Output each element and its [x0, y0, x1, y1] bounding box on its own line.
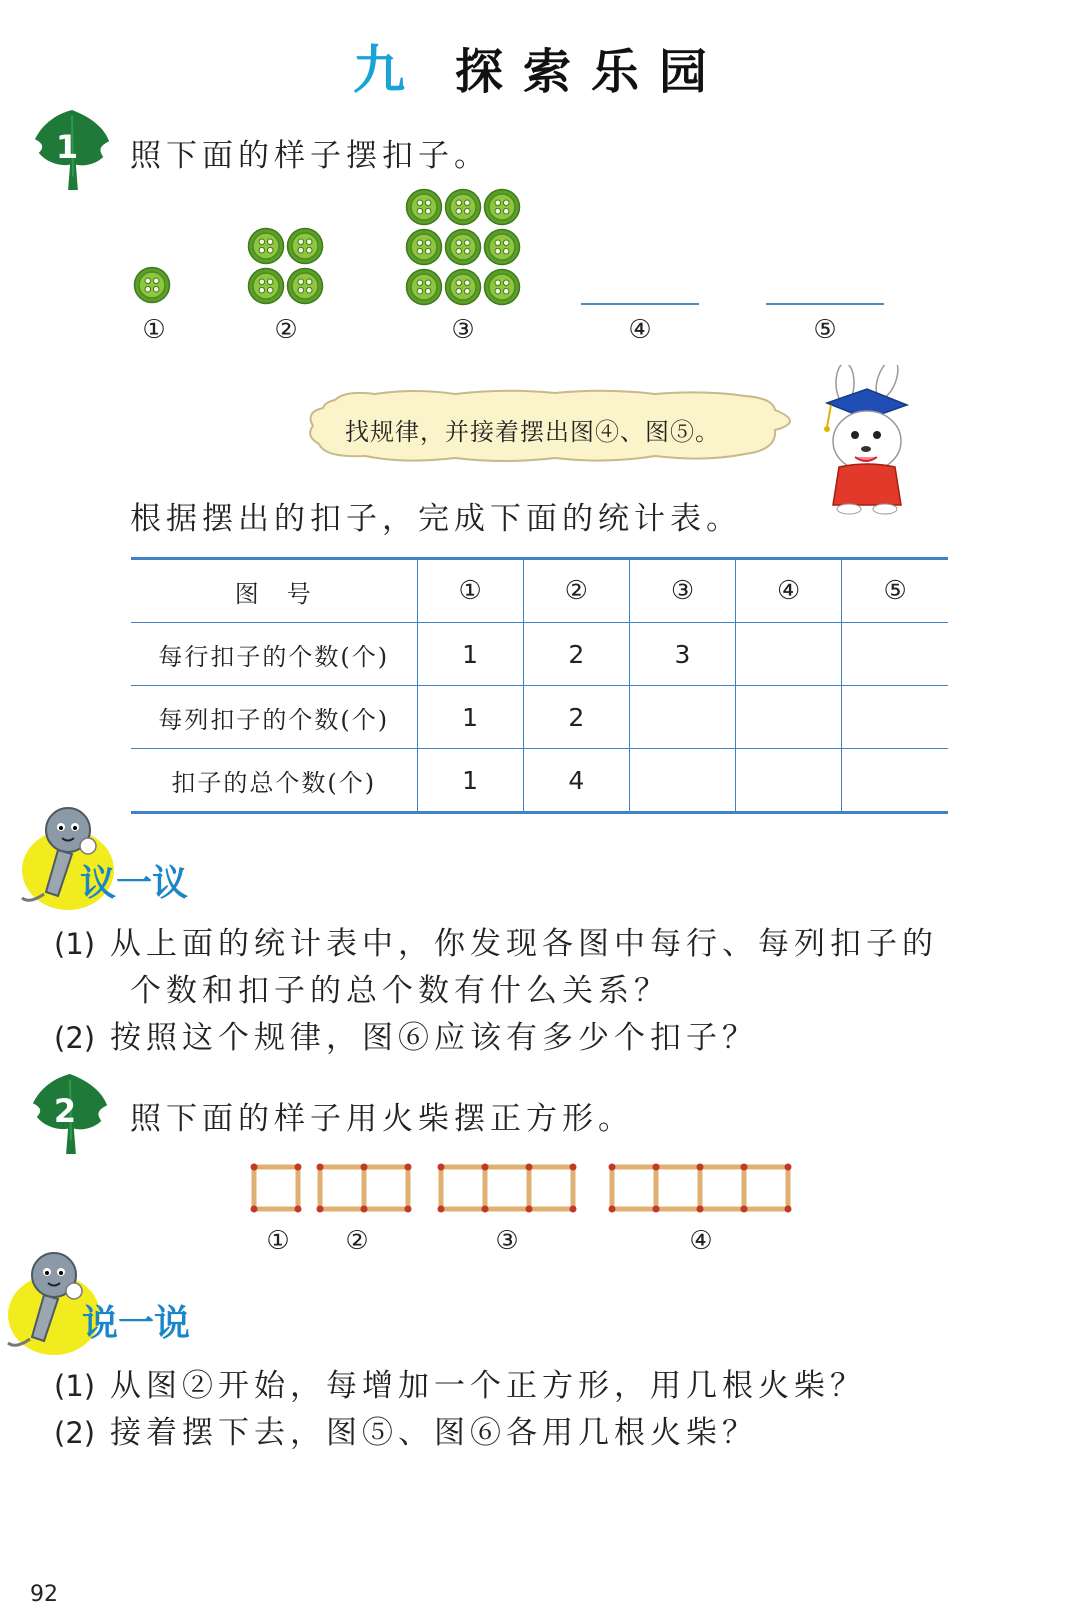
task-2-number: 2: [53, 1092, 77, 1130]
table-cell-blank: [736, 623, 842, 686]
task-1-instruction: 照下面的样子摆扣子。: [130, 138, 490, 174]
button-icon: [485, 190, 520, 225]
button-icon: [485, 270, 520, 305]
figure-label: ⑤: [813, 315, 837, 345]
match-figure-label: ①: [266, 1226, 290, 1256]
speech-bubble-text: 找规律，并接着摆出图④、图⑤。: [345, 418, 720, 446]
table-row: [131, 686, 948, 749]
button-icon: [288, 229, 323, 264]
chapter-title: [0, 28, 1080, 103]
question-text: 按照这个规律，图⑥应该有多少个扣子？: [109, 1020, 758, 1056]
table-cell-blank: [842, 686, 948, 749]
matchstick-figures: [240, 1150, 810, 1220]
table-intro: 根据摆出的扣子，完成下面的统计表。: [130, 501, 742, 537]
table-header-row: [131, 559, 948, 623]
figure-label: ④: [628, 315, 652, 345]
table-row: [131, 749, 948, 813]
figure-label: ③: [451, 315, 475, 345]
table-cell: 1: [417, 686, 523, 749]
discuss-heading: 说一说: [82, 1303, 191, 1344]
table-header-cell: ③: [629, 559, 735, 623]
table-header-cell: 图 号: [131, 559, 417, 623]
question-number: (2): [54, 1416, 96, 1450]
question-text: 接着摆下去，图⑤、图⑥各用几根火柴？: [109, 1415, 758, 1451]
question-number: (1): [54, 1369, 96, 1403]
discuss-heading: 议一议: [80, 863, 189, 904]
page-number: 92: [30, 1582, 58, 1607]
table-cell: 1: [417, 749, 523, 813]
table-cell: 2: [523, 686, 629, 749]
table-header-cell: ④: [736, 559, 842, 623]
table-row: [131, 623, 948, 686]
question-text: 从图②开始，每增加一个正方形，用几根火柴？: [109, 1368, 866, 1404]
table-cell-blank: [736, 749, 842, 813]
question-number: (2): [54, 1021, 96, 1055]
table-cell-blank: [629, 686, 735, 749]
table-header-cell: ①: [417, 559, 523, 623]
matchstick-icon: [254, 1167, 788, 1209]
statistics-table: [131, 557, 948, 814]
table-cell: 2: [523, 623, 629, 686]
question-number: (1): [54, 927, 96, 961]
discuss-question-2: [54, 1407, 758, 1452]
table-cell: 3: [629, 623, 735, 686]
button-icon: [446, 190, 481, 225]
task-2-badge: [30, 1072, 110, 1160]
table-cell: 1: [417, 623, 523, 686]
table-cell-blank: [629, 749, 735, 813]
match-figure-label: ②: [345, 1226, 369, 1256]
button-icon: [249, 229, 284, 264]
row-label: 扣子的总个数(个): [131, 749, 417, 813]
figure-label: ②: [274, 315, 298, 345]
discuss-question-2: [54, 1012, 758, 1057]
table-header-cell: ⑤: [842, 559, 948, 623]
discuss-question-1: [54, 1360, 866, 1405]
task-1-number: 1: [55, 128, 79, 166]
button-icon: [407, 190, 442, 225]
button-figures: [0, 180, 1080, 320]
question-text-continued: 个数和扣子的总个数有什么关系？: [130, 973, 670, 1009]
chapter-number: 九: [352, 41, 405, 101]
button-icon: [446, 230, 481, 265]
row-label: 每行扣子的个数(个): [131, 623, 417, 686]
table-cell: 4: [523, 749, 629, 813]
table-cell-blank: [736, 686, 842, 749]
row-label: 每列扣子的个数(个): [131, 686, 417, 749]
button-icon: [485, 230, 520, 265]
button-icon: [407, 270, 442, 305]
figure-4-blank: [581, 303, 699, 305]
figure-5-blank: [766, 303, 884, 305]
chapter-name: 探索乐园: [455, 44, 728, 100]
match-figure-label: ④: [689, 1226, 713, 1256]
button-icon: [249, 269, 284, 304]
button-icon: [407, 230, 442, 265]
match-figure-label: ③: [495, 1226, 519, 1256]
table-cell-blank: [842, 623, 948, 686]
button-icon: [288, 269, 323, 304]
rabbit-mascot-icon: [815, 365, 915, 515]
button-icon: [135, 268, 170, 303]
question-text: 从上面的统计表中，你发现各图中每行、每列扣子的: [109, 926, 938, 962]
table-header-cell: ②: [523, 559, 629, 623]
table-cell-blank: [842, 749, 948, 813]
figure-label: ①: [142, 315, 166, 345]
task-2-instruction: 照下面的样子用火柴摆正方形。: [130, 1101, 634, 1137]
discuss-question-1: [54, 918, 938, 963]
button-icon: [446, 270, 481, 305]
